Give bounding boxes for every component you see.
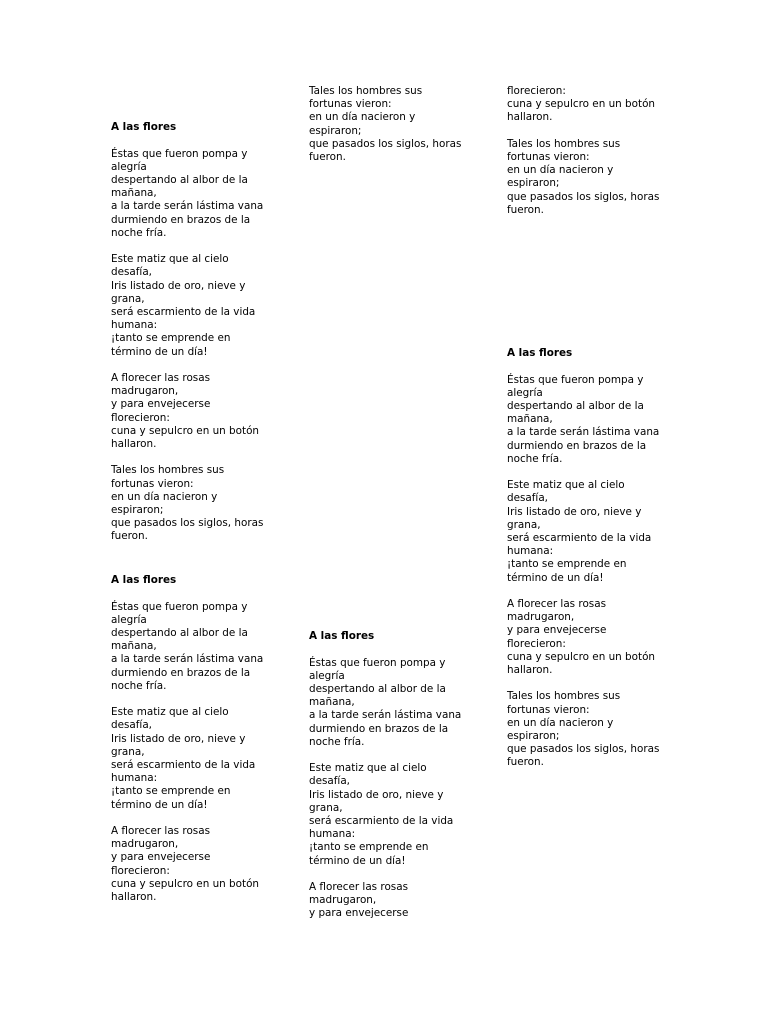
verse-line: Éstas que fueron pompa y bbox=[111, 147, 248, 160]
verse-line: espiraron; bbox=[507, 177, 560, 190]
verse-line: A florecer las rosas bbox=[111, 825, 210, 838]
stanza-4 bbox=[111, 464, 271, 543]
verse-line: término de un día! bbox=[507, 571, 604, 584]
verse-line: Iris listado de oro, nieve y bbox=[309, 788, 444, 801]
poem-title: A las flores bbox=[111, 121, 177, 133]
verse-line: florecieron: bbox=[507, 637, 566, 650]
stanza-2 bbox=[507, 479, 667, 585]
verse-line: Éstas que fueron pompa y bbox=[309, 656, 446, 669]
verse-line: humana: bbox=[507, 545, 554, 558]
verse-line: mañana, bbox=[507, 413, 553, 426]
poem-title: A las flores bbox=[309, 630, 375, 642]
verse-line: Este matiz que al cielo bbox=[309, 762, 427, 775]
verse-line: madrugaron, bbox=[111, 385, 179, 398]
verse-line: alegría bbox=[507, 386, 543, 399]
verse-line: en un día nacieron y bbox=[111, 490, 218, 503]
stanza-3 bbox=[309, 881, 469, 921]
poem-title: A las flores bbox=[111, 574, 177, 586]
verse-line: será escarmiento de la vida bbox=[507, 532, 652, 545]
poem-block-col3-top bbox=[507, 85, 667, 217]
verse-line: Tales los hombres sus bbox=[309, 85, 423, 97]
verse-line: hallaron. bbox=[111, 438, 157, 451]
stanza-4 bbox=[507, 138, 667, 217]
verse-line: Iris listado de oro, nieve y bbox=[111, 279, 246, 292]
verse-line: hallaron. bbox=[507, 664, 553, 677]
verse-line: Tales los hombres sus bbox=[507, 137, 621, 150]
verse-line: Éstas que fueron pompa y bbox=[111, 600, 248, 613]
verse-line: y para envejecerse bbox=[309, 907, 409, 920]
verse-line: grana, bbox=[507, 518, 541, 531]
verse-line: cuna y sepulcro en un botón bbox=[507, 650, 656, 663]
poem-title: A las flores bbox=[507, 347, 573, 359]
verse-line: Este matiz que al cielo bbox=[111, 706, 229, 719]
verse-line: despertando al albor de la bbox=[111, 174, 248, 186]
stanza-3 bbox=[111, 372, 271, 451]
poem-block-col2-top bbox=[309, 85, 469, 164]
verse-line: grana, bbox=[309, 801, 343, 814]
verse-line: en un día nacieron y bbox=[507, 716, 614, 729]
verse-line: espiraron; bbox=[309, 124, 362, 137]
verse-line: desafía, bbox=[309, 775, 350, 788]
verse-line: durmiendo en brazos de la bbox=[111, 213, 251, 226]
verse-line: desafía, bbox=[111, 266, 152, 279]
verse-line: fortunas vieron: bbox=[309, 98, 392, 111]
verse-line: noche fría. bbox=[507, 452, 563, 465]
verse-line: cuna y sepulcro en un botón bbox=[507, 98, 656, 111]
verse-line: Tales los hombres sus bbox=[507, 690, 621, 703]
verse-line: fueron. bbox=[111, 530, 148, 543]
verse-line: ¡tanto se emprende en bbox=[507, 558, 627, 571]
verse-line: fortunas vieron: bbox=[507, 151, 590, 163]
verse-line: A florecer las rosas bbox=[111, 372, 210, 385]
verse-line: fueron. bbox=[507, 756, 544, 769]
verse-line: término de un día! bbox=[309, 854, 406, 867]
verse-line: humana: bbox=[111, 772, 158, 785]
stanza-1 bbox=[309, 657, 469, 749]
verse-line: humana: bbox=[111, 319, 158, 332]
verse-line: a la tarde serán lástima vana bbox=[309, 709, 462, 722]
verse-line: noche fría. bbox=[111, 226, 167, 239]
verse-line: que pasados los siglos, horas bbox=[507, 190, 660, 203]
verse-line: despertando al albor de la bbox=[507, 400, 644, 412]
verse-line: alegría bbox=[111, 613, 147, 626]
poem-block-col2-bottom bbox=[309, 630, 469, 921]
verse-line: y para envejecerse bbox=[507, 624, 607, 637]
stanza-3 bbox=[507, 598, 667, 677]
verse-line: ¡tanto se emprende en bbox=[111, 332, 231, 345]
verse-line: hallaron. bbox=[111, 891, 157, 904]
verse-line: Este matiz que al cielo bbox=[507, 479, 625, 492]
verse-line: mañana, bbox=[111, 640, 157, 653]
verse-line: Este matiz que al cielo bbox=[111, 253, 229, 266]
verse-line: florecieron: bbox=[507, 85, 566, 97]
verse-line: será escarmiento de la vida bbox=[111, 759, 256, 772]
verse-line: despertando al albor de la bbox=[111, 627, 248, 639]
stanza-2 bbox=[111, 253, 271, 359]
stanza-2 bbox=[111, 706, 271, 812]
verse-line: espiraron; bbox=[111, 504, 164, 517]
verse-line: grana, bbox=[111, 745, 145, 758]
verse-line: Tales los hombres sus bbox=[111, 464, 225, 477]
verse-line: florecieron: bbox=[111, 411, 170, 424]
verse-line: mañana, bbox=[309, 696, 355, 709]
stanza-1 bbox=[111, 148, 271, 240]
verse-line: Éstas que fueron pompa y bbox=[507, 373, 644, 386]
poem-block-col1-top bbox=[111, 121, 271, 544]
verse-line: que pasados los siglos, horas bbox=[111, 517, 264, 530]
verse-line: y para envejecerse bbox=[111, 398, 211, 411]
verse-line: hallaron. bbox=[507, 111, 553, 124]
verse-line: a la tarde serán lástima vana bbox=[111, 200, 264, 213]
verse-line: cuna y sepulcro en un botón bbox=[111, 424, 260, 437]
verse-line: mañana, bbox=[111, 187, 157, 200]
stanza-1 bbox=[111, 601, 271, 693]
verse-line: desafía, bbox=[111, 719, 152, 732]
verse-line: noche fría. bbox=[309, 735, 365, 748]
verse-line: a la tarde serán lástima vana bbox=[507, 426, 660, 439]
verse-line: Iris listado de oro, nieve y bbox=[111, 732, 246, 745]
stanza-3 bbox=[507, 85, 667, 125]
poem-block-col1-bottom bbox=[111, 574, 271, 904]
verse-line: término de un día! bbox=[111, 798, 208, 811]
verse-line: fortunas vieron: bbox=[111, 477, 194, 490]
verse-line: noche fría. bbox=[111, 679, 167, 692]
verse-line: en un día nacieron y bbox=[309, 111, 416, 124]
verse-line: alegría bbox=[111, 160, 147, 173]
verse-line: A florecer las rosas bbox=[507, 598, 606, 611]
verse-line: cuna y sepulcro en un botón bbox=[111, 877, 260, 890]
stanza-2 bbox=[309, 762, 469, 868]
verse-line: madrugaron, bbox=[111, 838, 179, 851]
stanza-1 bbox=[507, 374, 667, 466]
verse-line: Iris listado de oro, nieve y bbox=[507, 505, 642, 518]
verse-line: en un día nacieron y bbox=[507, 164, 614, 177]
stanza-4 bbox=[507, 690, 667, 769]
verse-line: ¡tanto se emprende en bbox=[309, 841, 429, 854]
verse-line: florecieron: bbox=[111, 864, 170, 877]
verse-line: despertando al albor de la bbox=[309, 683, 446, 695]
verse-line: durmiendo en brazos de la bbox=[111, 666, 251, 679]
verse-line: madrugaron, bbox=[507, 611, 575, 624]
verse-line: que pasados los siglos, horas bbox=[507, 743, 660, 756]
poem-block-col3-middle bbox=[507, 347, 667, 770]
verse-line: y para envejecerse bbox=[111, 851, 211, 864]
stanza-3 bbox=[111, 825, 271, 904]
verse-line: será escarmiento de la vida bbox=[309, 815, 454, 828]
verse-line: término de un día! bbox=[111, 345, 208, 358]
verse-line: humana: bbox=[309, 828, 356, 841]
verse-line: durmiendo en brazos de la bbox=[507, 439, 647, 452]
verse-line: será escarmiento de la vida bbox=[111, 306, 256, 319]
stanza-4 bbox=[309, 85, 469, 164]
verse-line: durmiendo en brazos de la bbox=[309, 722, 449, 735]
verse-line: grana, bbox=[111, 292, 145, 305]
verse-line: fueron. bbox=[507, 203, 544, 216]
verse-line: madrugaron, bbox=[309, 894, 377, 907]
verse-line: que pasados los siglos, horas bbox=[309, 137, 462, 150]
verse-line: espiraron; bbox=[507, 730, 560, 743]
verse-line: fortunas vieron: bbox=[507, 703, 590, 716]
verse-line: alegría bbox=[309, 669, 345, 682]
verse-line: A florecer las rosas bbox=[309, 881, 408, 894]
verse-line: a la tarde serán lástima vana bbox=[111, 653, 264, 666]
verse-line: desafía, bbox=[507, 492, 548, 505]
verse-line: ¡tanto se emprende en bbox=[111, 785, 231, 798]
verse-line: fueron. bbox=[309, 151, 346, 164]
